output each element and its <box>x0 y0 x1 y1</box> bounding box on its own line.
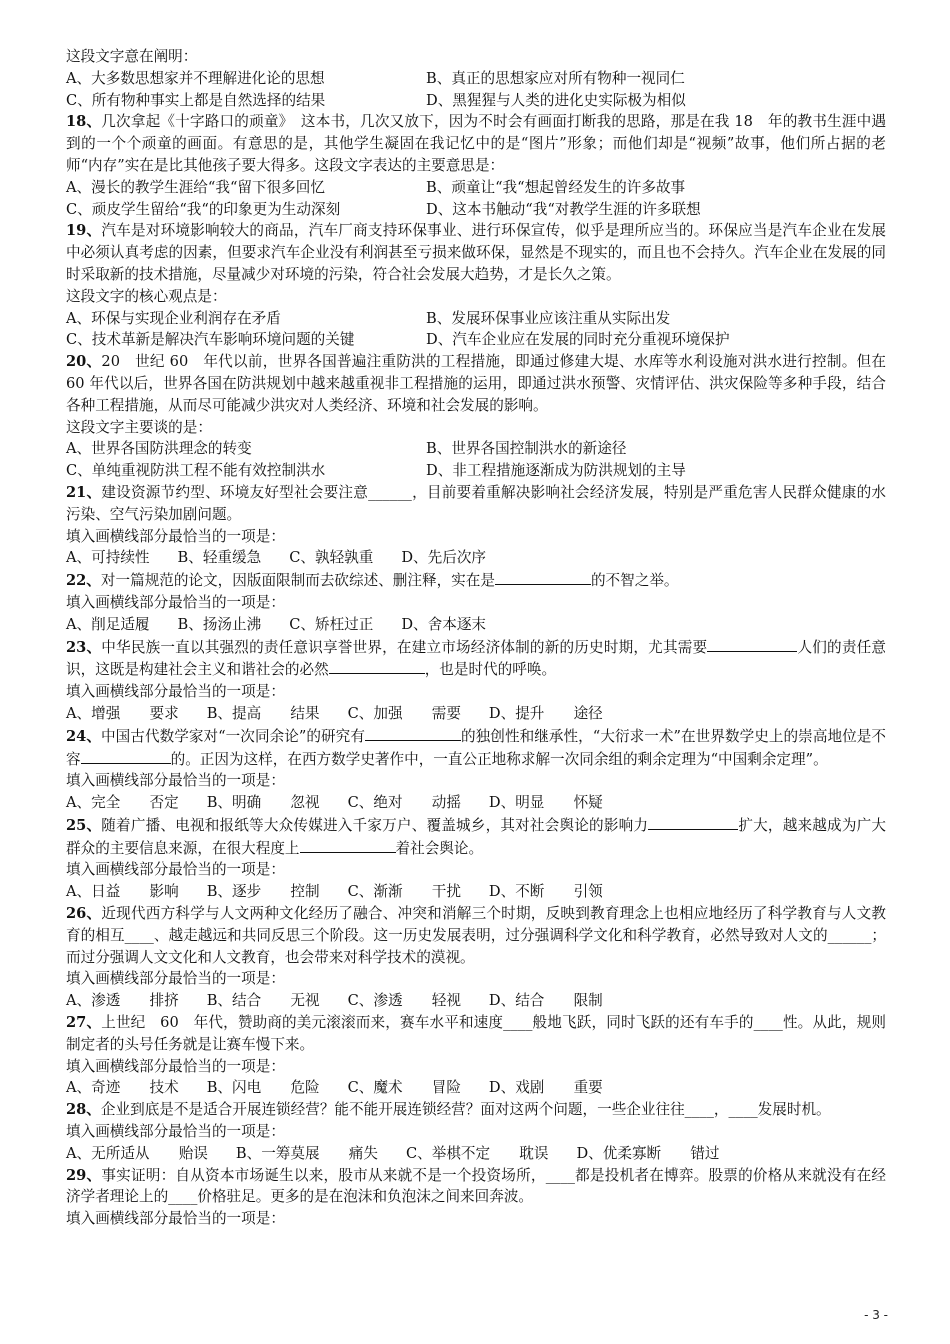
option-b: B、一筹莫展 痛失 <box>235 1144 378 1162</box>
fill-blank: ____ <box>684 1101 714 1119</box>
question-prompt: 填入画横线部分最恰当的一项是： <box>66 1057 285 1075</box>
fill-blank-line <box>329 658 425 674</box>
option-a: A、世界各国防洪理念的转变 <box>66 440 252 458</box>
question-text: 事实证明：自从资本市场诞生以来，股市从来就不是一个投资场所， <box>101 1166 546 1184</box>
question-text: 发展时机。 <box>757 1101 831 1119</box>
option-b: B、顽童让“我“想起曾经发生的许多故事 <box>426 178 686 196</box>
question-number: 20、 <box>66 353 102 371</box>
option-d: D、汽车企业应在发展的同时充分重视环境保护 <box>426 331 730 349</box>
fill-blank: ______ <box>368 483 412 501</box>
question-text: 、越走越远和共同反思三个阶段。这一历史发展表明，过分强调科学文化和科学教育，必然导致对人文的 <box>153 926 828 944</box>
question-26 <box>66 903 886 968</box>
question-text: 般地飞跃，同时飞跃的还有车手的 <box>532 1014 754 1032</box>
question-text: 几次拿起《十字路口的顽童》 这本书，几次又放下，因为不时会有画面打断我的思路，那是在我 18 年的教书生涯中遇到的一个个顽童的画面。有意思的是，其他学生凝固在我记忆中的是“图片”形象；而他们却是“视频”故事，他们所占据的老师“内存”实在是比其他孩子要大得多。这段文字表达的主要意思是： <box>66 113 886 174</box>
question-text: 近现代西方科学与人文两种文化经历了融合、冲突和消解三个时期，反映到教育理念上也相应地经历了科学教育与人文教育的相互 <box>66 905 886 944</box>
question-22 <box>66 569 886 592</box>
option-a: A、漫长的教学生涯给“我“留下很多回忆 <box>66 178 325 196</box>
option-a: A、削足适履 <box>66 615 150 633</box>
question-20 <box>66 351 886 416</box>
option-d: D、不断 引领 <box>488 883 603 901</box>
question-prompt: 这段文字意在阐明： <box>66 48 198 65</box>
options-row <box>66 547 886 569</box>
options-row <box>66 460 886 482</box>
question-text: 汽车是对环境影响较大的商品，汽车厂商支持环保事业、进行环保宣传，似乎是理所应当的。环保应当是汽车企业在发展中必须认真考虑的因素，但要求汽车企业没有利润甚至亏损来做环保，显然是不现实的，而且也不会持久。汽车企业在发展的同时采取新的技术措施，尽量减少对环境的污染，符合社会发展大趋势，才是长久之策。 <box>66 222 886 283</box>
options-row <box>66 90 886 112</box>
question-number: 19、 <box>66 222 102 240</box>
option-a: A、日益 影响 <box>66 883 179 901</box>
question-prompt: 填入画横线部分最恰当的一项是： <box>66 1210 285 1228</box>
question-number: 27、 <box>66 1014 102 1032</box>
question-text: 上世纪 60 年代，赞助商的美元滚滚而来，赛车水平和速度 <box>101 1014 504 1032</box>
option-b: B、明确 忽视 <box>206 794 320 812</box>
option-b: B、真正的思想家应对所有物种一视同仁 <box>426 69 685 87</box>
fill-blank: ____ <box>168 1188 198 1206</box>
option-c: C、举棋不定 耽误 <box>405 1144 549 1162</box>
fill-blank-line <box>300 837 396 853</box>
options-row <box>66 308 886 330</box>
fill-blank: ____ <box>728 1101 758 1119</box>
option-c: C、绝对 动摇 <box>347 794 461 812</box>
question-text: 价格驻足。更多的是在泡沫和负泡沫之间来回奔波。 <box>197 1188 534 1206</box>
option-b: B、提高 结果 <box>206 704 320 722</box>
fill-blank-line <box>495 569 591 585</box>
option-d: D、提升 途径 <box>488 704 603 722</box>
option-a: A、渗透 排挤 <box>66 992 179 1010</box>
option-c: C、技术革新是解决汽车影响环境问题的关键 <box>66 331 355 349</box>
option-b: B、逐步 控制 <box>206 883 320 901</box>
question-prompt: 填入画横线部分最恰当的一项是： <box>66 772 285 790</box>
document-page <box>66 46 886 1230</box>
fill-blank-line <box>365 725 461 741</box>
options-row <box>66 990 886 1012</box>
options-row <box>66 199 886 221</box>
option-c: C、矫枉过正 <box>289 615 374 633</box>
question-25 <box>66 814 886 860</box>
fill-blank-line <box>648 814 738 830</box>
question-prompt: 填入画横线部分最恰当的一项是： <box>66 970 285 988</box>
option-a: A、奇迹 技术 <box>66 1079 179 1097</box>
options-row <box>66 881 886 903</box>
option-b: B、发展环保事业应该注重从实际出发 <box>426 309 671 327</box>
options-row <box>66 1077 886 1099</box>
question-text: 中华民族一直以其强烈的责任意识享誉世界，在建立市场经济体制的新的历史时期，尤其需要 <box>101 638 708 656</box>
question-number: 28、 <box>66 1101 101 1119</box>
fill-blank: ______ <box>827 926 872 944</box>
question-text: 的独创性和继承性，“大衍求一术”在世界数学史上的崇高地位是不容 <box>66 727 886 768</box>
question-text: 20 世纪 60 年代以前，世界各国普遍注重防洪的工程措施，即通过修建大堤、水库等水利设施对洪水进行控制。但在 60 年代以后，世界各国在防洪规划中越来越重视非工程措施的运用，即通过洪水预警、灾情评估、洪灾保险等多种手段，结合各种工程措施，从而尽可能减少洪灾对人类经济、环境和社会发展的影响。 <box>66 353 886 414</box>
options-row <box>66 68 886 90</box>
option-b: B、结合 无视 <box>206 992 320 1010</box>
question-text: 人们的责任意识，这既是构建社会主义和谐社会的必然 <box>66 638 886 679</box>
option-c: C、孰轻孰重 <box>289 549 374 567</box>
option-d: D、黑猩猩与人类的进化史实际极为相似 <box>426 91 686 109</box>
question-text: 的。正因为这样，在西方数学史著作中，一直公正地称求解一次同余组的剩余定理为“中国剩余定理”。 <box>170 750 828 768</box>
option-c: C、加强 需要 <box>347 704 461 722</box>
question-text: ，也是时代的呼唤。 <box>424 661 557 679</box>
question-21 <box>66 482 886 526</box>
option-c: C、魔术 冒险 <box>347 1079 461 1097</box>
question-number: 23、 <box>66 638 102 656</box>
question-number: 29、 <box>66 1166 102 1184</box>
question-prompt: 这段文字的核心观点是： <box>66 287 227 305</box>
fill-blank: ____ <box>753 1014 783 1032</box>
options-row <box>66 1143 886 1165</box>
question-text: 的不智之举。 <box>590 572 679 590</box>
question-29 <box>66 1165 886 1209</box>
question-18 <box>66 111 886 176</box>
fill-blank-line <box>81 748 171 764</box>
options-row <box>66 438 886 460</box>
question-prompt: 这段文字主要谈的是： <box>66 418 212 436</box>
option-a: A、可持续性 <box>66 549 150 567</box>
option-a: A、增强 要求 <box>66 704 179 722</box>
question-text: ，目前要着重解决影响社会经济发展，特别是严重危害人民群众健康的水污染、空气污染加剧问题。 <box>66 483 886 523</box>
options-row <box>66 614 886 636</box>
question-24 <box>66 725 886 771</box>
question-text: 性。从此，规则制定者的头号任务就是让赛车慢下来。 <box>66 1014 886 1053</box>
question-text: 建设资源节约型、环境友好型社会要注意 <box>101 483 369 501</box>
question-23 <box>66 636 886 682</box>
question-number: 26、 <box>66 905 102 923</box>
option-a: A、环保与实现企业利润存在矛盾 <box>66 309 281 327</box>
question-text: 扩大，越来越成为广大群众的主要信息来源，在很大程度上 <box>66 816 886 857</box>
option-c: C、所有物种事实上都是自然选择的结果 <box>66 91 326 109</box>
question-number: 24、 <box>66 727 102 745</box>
question-text: ；而过分强调人文文化和人文教育，也会带来对科学技术的漠视。 <box>66 926 886 966</box>
option-b: B、闪电 危险 <box>206 1079 320 1097</box>
option-b: B、轻重缓急 <box>177 549 262 567</box>
question-19 <box>66 220 886 285</box>
question-prompt: 填入画横线部分最恰当的一项是： <box>66 683 285 701</box>
question-prompt: 填入画横线部分最恰当的一项是： <box>66 1123 285 1141</box>
fill-blank-line <box>707 636 797 652</box>
option-d: D、舍本逐末 <box>401 615 487 633</box>
question-number: 21、 <box>66 483 102 501</box>
option-d: D、先后次序 <box>401 549 487 567</box>
option-d: D、结合 限制 <box>488 992 603 1010</box>
option-d: D、明显 怀疑 <box>488 794 603 812</box>
question-28 <box>66 1099 886 1121</box>
option-b: B、世界各国控制洪水的新途径 <box>426 440 627 458</box>
options-row <box>66 703 886 725</box>
option-c: C、顽皮学生留给“我“的印象更为生动深刻 <box>66 200 341 218</box>
option-d: D、非工程措施逐渐成为防洪规划的主导 <box>426 462 686 480</box>
question-text: ， <box>713 1101 729 1119</box>
question-text: 着社会舆论。 <box>395 839 484 857</box>
question-text: 都是投机者在博弈。股票的价格从来就没有在经济学者理论上的 <box>66 1166 886 1206</box>
question-prompt: 填入画横线部分最恰当的一项是： <box>66 527 285 545</box>
option-b: B、扬汤止沸 <box>177 615 262 633</box>
fill-blank: ____ <box>124 926 154 944</box>
option-c: C、单纯重视防洪工程不能有效控制洪水 <box>66 462 326 480</box>
question-number: 22、 <box>66 572 101 590</box>
page-number: - 3 - <box>864 1308 888 1322</box>
option-d: D、优柔寡断 错过 <box>576 1144 720 1162</box>
question-text: 随着广播、电视和报纸等大众传媒进入千家万户、覆盖城乡，其对社会舆论的影响力 <box>101 816 649 834</box>
option-a: A、完全 否定 <box>66 794 179 812</box>
fill-blank: ____ <box>503 1014 533 1032</box>
question-text: 企业到底是不是适合开展连锁经营？能不能开展连锁经营？面对这两个问题，一些企业往往 <box>100 1101 685 1119</box>
question-27 <box>66 1012 886 1056</box>
question-text: 中国古代数学家对“一次同余论”的研究有 <box>101 727 365 745</box>
option-d: D、戏剧 重要 <box>488 1079 603 1097</box>
options-row <box>66 792 886 814</box>
option-a: A、大多数思想家并不理解进化论的思想 <box>66 69 325 87</box>
fill-blank: ____ <box>545 1166 575 1184</box>
question-prompt: 填入画横线部分最恰当的一项是： <box>66 593 285 611</box>
question-number: 18、 <box>66 113 102 131</box>
question-number: 25、 <box>66 816 102 834</box>
option-c: C、渗透 轻视 <box>347 992 461 1010</box>
option-a: A、无所适从 贻误 <box>66 1144 208 1162</box>
question-text: 对一篇规范的论文，因版面限制而去砍综述、删注释，实在是 <box>100 572 495 590</box>
options-row <box>66 329 886 351</box>
options-row <box>66 177 886 199</box>
option-c: C、渐渐 干扰 <box>347 883 461 901</box>
option-d: D、这本书触动“我“对教学生涯的许多联想 <box>426 200 701 218</box>
question-prompt: 填入画横线部分最恰当的一项是： <box>66 861 285 879</box>
